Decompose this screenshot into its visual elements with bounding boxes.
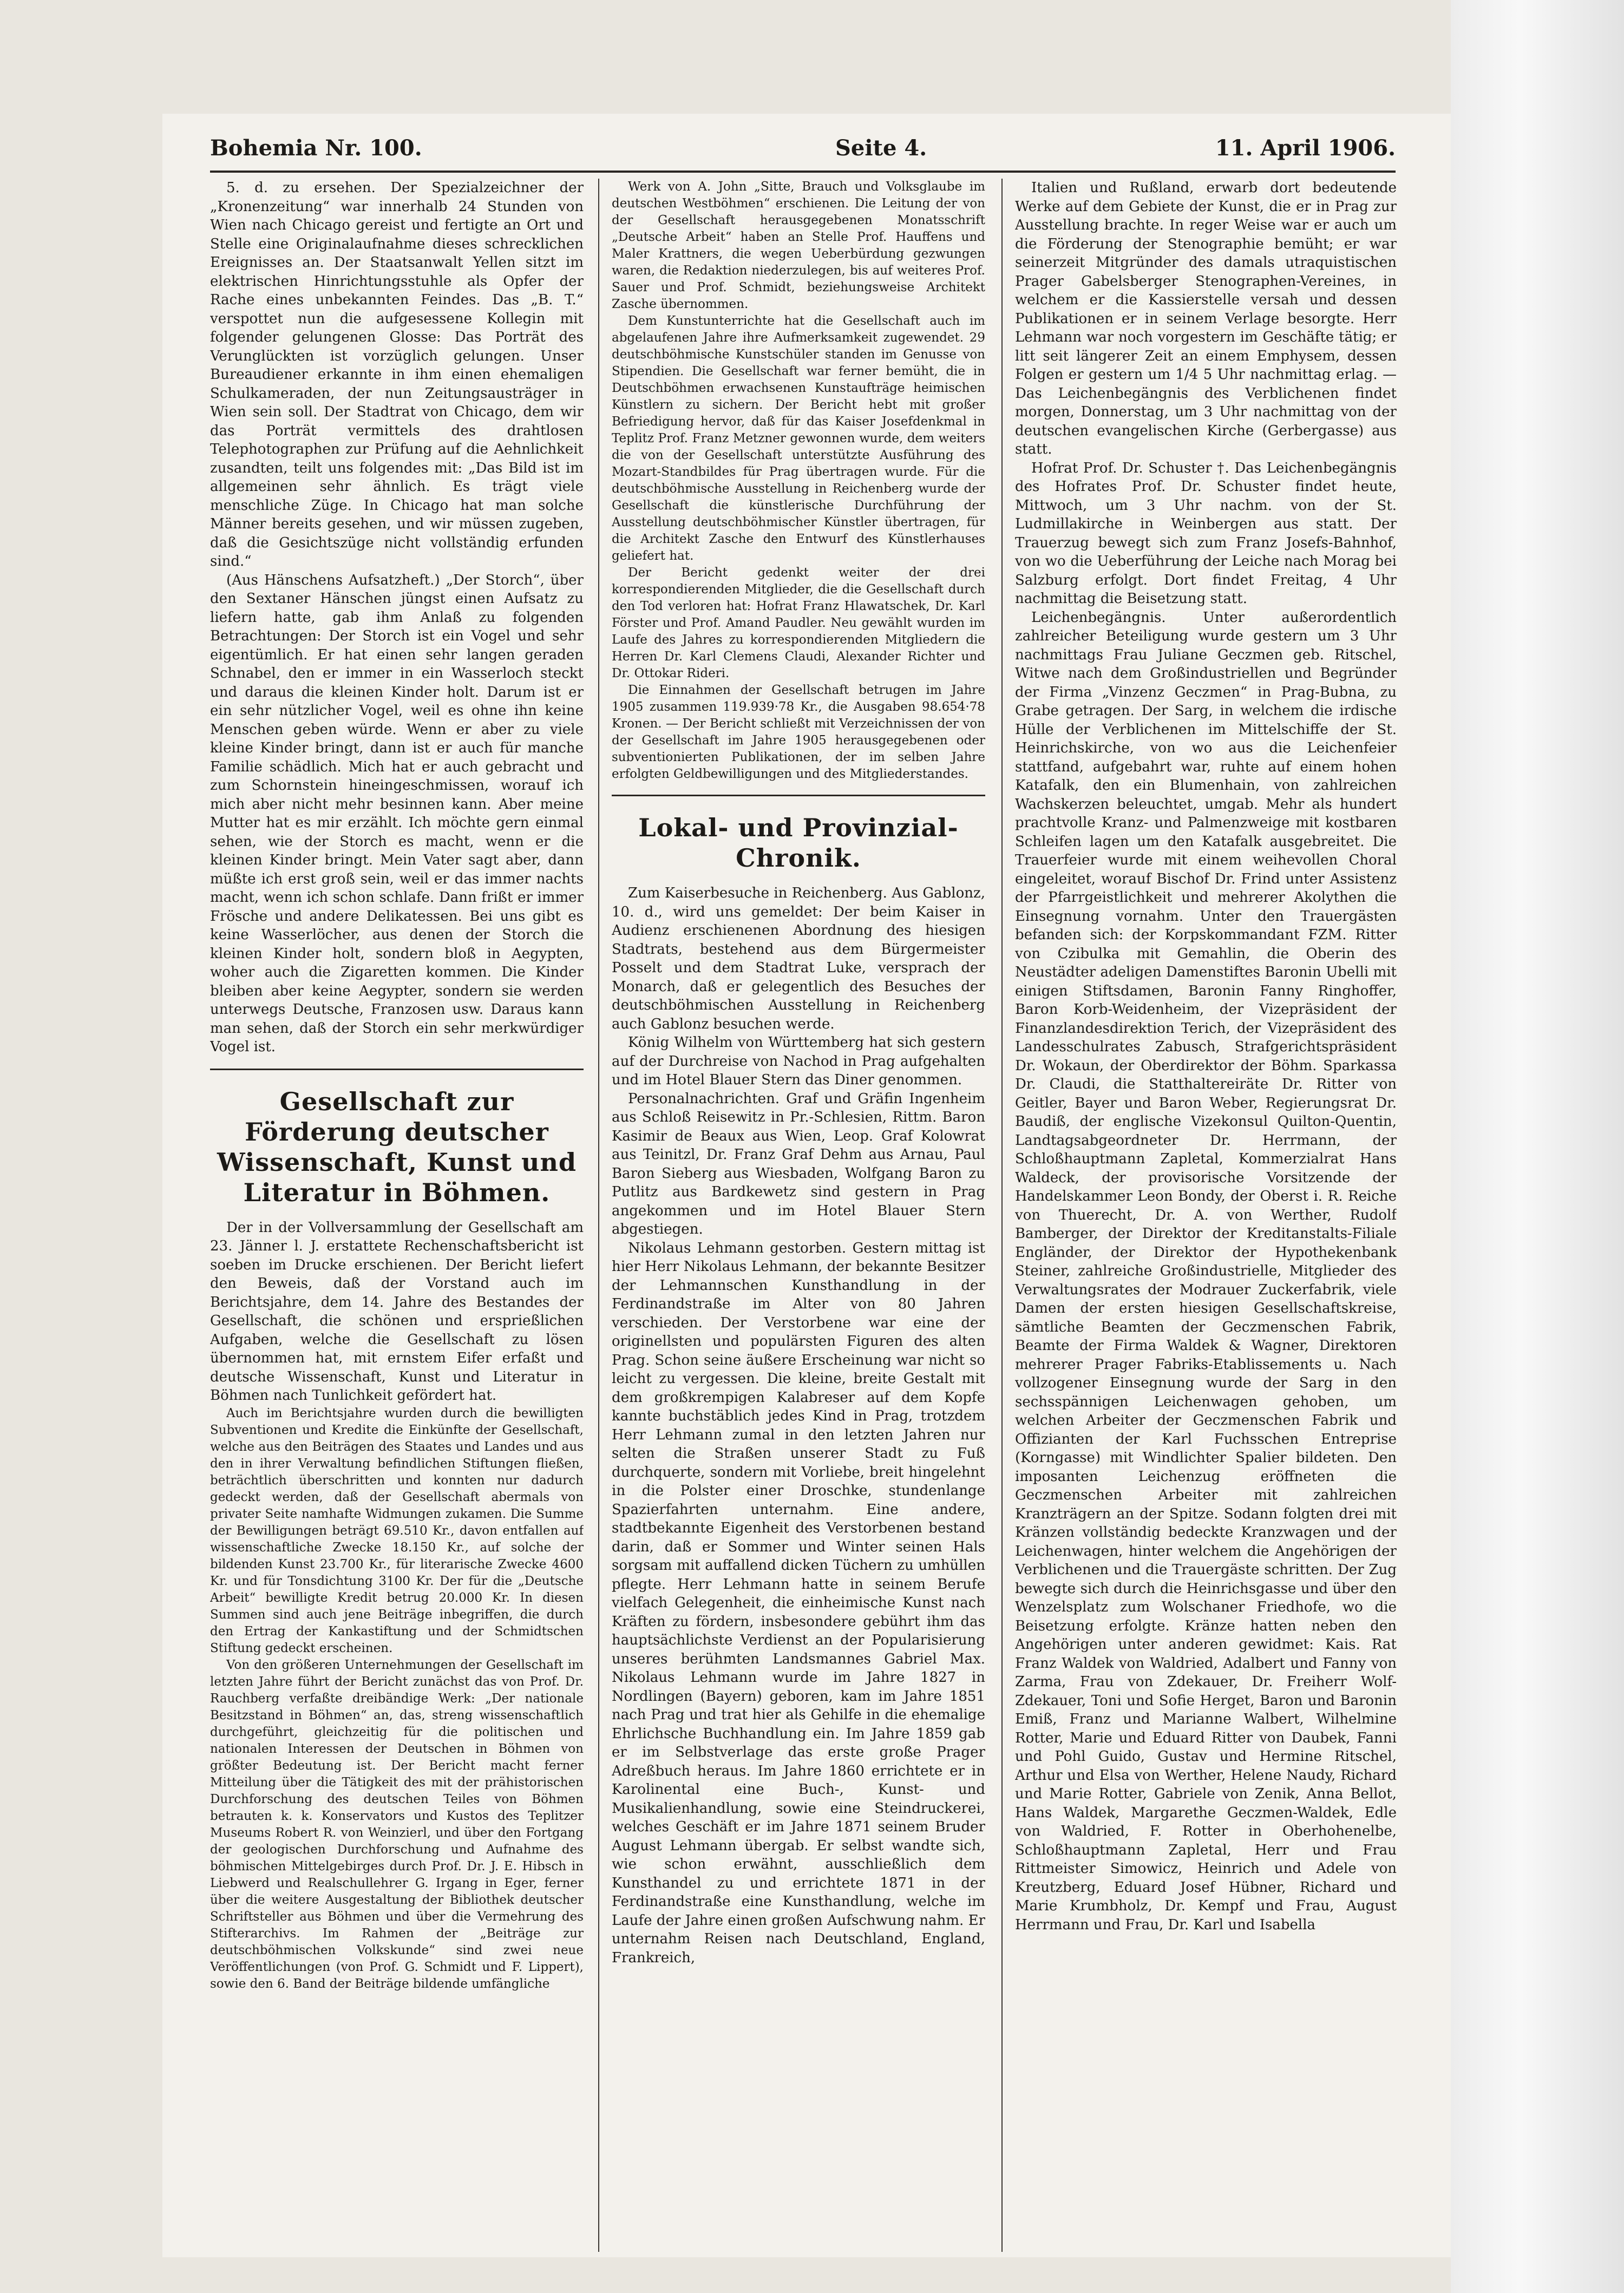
article-paragraph: Italien und Rußland, erwarb dort bedeutende Werke auf dem Gebiete der Kunst, die er in Prag zur Ausstellung brachte. In reger Weise war er auch um die Förderung der Stenographie bemüht; er war seinerzeit Mitgründer des damals utraquistischen Prager Gabelsberger Stenographen-Vereines, in welchem er die Kassierstelle versah und dessen Publikationen er in seinem Verlage besorgte. Herr Lehmann war noch vorgestern im Geschäfte tätig; er litt seit längerer Zeit an einem Emphysem, dessen Folgen er gestern um 1/4 5 Uhr nachmittag erlag. — Das Leichenbegängnis des Verblichenen findet morgen, Donnerstag, um 3 Uhr nachmittag von der deutschen evangelischen Kirche (Gerbergasse) aus statt. (1015, 180, 1397, 457)
article-paragraph: Von den größeren Unternehmungen der Gesellschaft im letzten Jahre führt der Bericht zunächst das von Prof. Dr. Rauchberg verfaßte dreibändige Werk: „Der nationale Besitzstand in Böhmen“ an, das, streng wissenschaftlich durchgeführt, gleichzeitig für die politischen und nationalen Interessen der Deutschen in Böhmen von größter Bedeutung ist. Der Bericht macht ferner Mitteilung über die Tätigkeit des mit der prähistorischen Durchforschung des deutschen Teiles von Böhmen betrauten k. k. Konservators und Kustos des Teplitzer Museums Robert R. von Weinzierl, und über den Fortgang der geologischen Durchforschung und Aufnahme des böhmischen Mittelgebirges durch Prof. Dr. J. E. Hibsch in Liebwerd und Realschullehrer G. Irgang in Eger, ferner über die weitere Ausgestaltung der Bibliothek deutscher Schriftsteller aus Böhmen und über die Vermehrung des Stifterarchivs. Im Rahmen der „Beiträge zur deutschböhmischen Volkskunde“ sind zwei neue Veröffentlichungen (von Prof. G. Schmidt und F. Lippert), sowie den 6. Band der Beiträge bildende umfängliche (210, 1657, 584, 1991)
section-rule (210, 1069, 584, 1070)
news-item: Leichenbegängnis. Unter außerordentlich zahlreicher Beteiligung wurde gestern um 3 Uhr nachmittags Frau Juliane Geczmen geb. Ritschel, Witwe nach dem Großindustriellen und Begründer der Firma „Vinzenz Geczmen“ in Prag-Bubna, zu Grabe getragen. Der Sarg, in welchem die irdische Hülle der Verblichenen im Mittelschiffe der St. Heinrichskirche, von wo aus die Leichenfeier stattfand, aufgebahrt war, ruhte auf einem hohen Katafalk, den ein Blumenhain, von zahlreichen Wachskerzen beleuchtet, umgab. Mehr als hundert prachtvolle Kranz- und Palmenzweige mit kostbaren Schleifen lagen um den Katafalk ausgebreitet. Die Trauerfeier wurde mit einem weihevollen Choral eingeleitet, worauf Bischof Dr. Frind unter Assistenz der Pfarrgeistlichkeit und mehrerer Akolythen die Einsegnung vornahm. Unter den Trauergästen befanden sich: der Korpskommandant FZM. Ritter von Czibulka mit Gemahlin, die Oberin des Neustädter adeligen Damenstiftes Baronin Ubelli mit einigen Stiftsdamen, Baronin Fanny Ringhoffer, Baron Korb-Weidenheim, der Vizepräsident der Finanzlandesdirektion Terich, der Vizepräsident des Landesschulrates Zabusch, Strafgerichtspräsident Dr. Wokaun, der Oberdirektor der Böhm. Sparkassa Dr. Claudi, die Statthaltereiräte Dr. Ritter von Geitler, Bayer und Baron Weber, Regierungsrat Dr. Baudiß, der englische Vizekonsul Quilton-Quentin, Landtagsabgeordneter Dr. Herrmann, der Schloßhauptmann Zapletal, Kommerzialrat Hans Waldeck, der provisorische Vorsitzende der Handelskammer Leon Bondy, der Oberst i. R. Reiche von Thuerecht, Dr. A. von Werther, Rudolf Bamberger, der Direktor der Kreditanstalts-Filiale Engländer, der Direktor der Hypothekenbank Steiner, zahlreiche Großindustrielle, Mitglieder des Verwaltungsrates der Modrauer Zuckerfabrik, viele Damen der ersten hiesigen Gesellschaftskreise, sämtliche Beamten der Geczmenschen Fabrik, Beamte der Firma Waldek & Wagner, Direktoren mehrerer Prager Fabriks-Etablissements u. Nach vollzogener Einsegnung wurde der Sarg in den sechsspännigen Leichenwagen gehoben, um welchen Arbeiter der Geczmenschen Fabrik und Offizianten der Karl Fuchsschen Entreprise (Korngasse) mit Windlichter Spalier bildeten. Den imposanten Leichenzug eröffneten die Geczmenschen Arbeiter mit zahlreichen Kranzträgern an der Spitze. Sodann folgten drei mit Kränzen vollständig bedeckte Kranzwagen und der Leichenwagen, hinter welchem die Angehörigen der Verblichenen und die Trauergäste schritten. Der Zug bewegte sich durch die Heinrichsgasse und über den Wenzelsplatz zum Wolschaner Friedhofe, wo die Beisetzung erfolgte. Kränze hatten neben den Angehörigen unter anderen gewidmet: Kais. Rat Franz Waldek von Waldried, Adalbert und Fanny von Zarma, Frau von Zdekauer, Dr. Freiherr Wolf-Zdekauer, Toni und Sofie Herget, Baron und Baronin Emiß, Franz und Marianne Walbert, Wilhelmine Rotter, Marie und Eduard Ritter von Daubek, Fanni und Pohl Guido, Gustav und Hermine Ritschel, Arthur und Elsa von Werther, Helene Naudy, Richard und Marie Rotter, Gabriele von Zenik, Anna Bellot, Hans Waldek, Margarethe Geczmen-Waldek, Edle von Waldried, F. Rotter in Oberhohenelbe, Schloßhauptmann Zapletal, Herr und Frau Rittmeister Simowicz, Heinrich und Adele von Kreutzberg, Eduard Josef Hübner, Richard und Marie Krumbholz, Dr. Kempf und Frau, August Herrmann und Frau, Dr. Karl und Isabella (1015, 609, 1397, 1933)
section-heading: Lokal- und Provinzial-Chronik. (638, 813, 959, 873)
column-1 (210, 179, 584, 2252)
issue-date: 11. April 1906. (1215, 135, 1396, 161)
article-paragraph: Auch im Berichtsjahre wurden durch die bewilligten Subventionen und Kredite die Einkünfte der Gesellschaft, welche aus den Beiträgen des Staates und Landes und aus den in ihrer Verwaltung befindlichen Stiftungen fließen, beträchtlich überschritten und konnten nur dadurch gedeckt werden, daß der Gesellschaft abermals von privater Seite namhafte Widmungen zukamen. Die Summe der Bewilligungen beträgt 69.510 Kr., davon entfallen auf wissenschaftliche Zwecke 18.150 Kr., auf solche der bildenden Kunst 23.700 Kr., für literarische Zwecke 4600 Kr. und für Tonsdichtung 3100 Kr. Der für die „Deutsche Arbeit“ bewilligte Kredit betrug 20.000 Kr. In diesen Summen sind auch jene Beiträge inbegriffen, die durch den Ertrag der Kankastiftung und der Schmidtschen Stiftung gedeckt erscheinen. (210, 1406, 584, 1655)
article-paragraph: Werk von A. John „Sitte, Brauch und Volksglaube im deutschen Westböhmen“ erschienen. Die Leitung der von der Gesellschaft herausgegebenen Monatsschrift „Deutsche Arbeit“ haben an Stelle Prof. Hauffens und Maler Krattners, die wegen Ueberbürdung gezwungen waren, die Redaktion niederzulegen, bis auf weiteres Prof. Sauer und Prof. Schmidt, beziehungsweise Architekt Zasche übernommen. (612, 180, 985, 311)
article-paragraph: Die Einnahmen der Gesellschaft betrugen im Jahre 1905 zusammen 119.939·78 Kr., die Ausgaben 98.654·78 Kronen. — Der Bericht schließt mit Verzeichnissen der von der Gesellschaft im Jahre 1905 herausgegebenen oder subventionierten Publikationen, der im selben Jahre erfolgten Geldbewilligungen und des Mitgliederstandes. (612, 683, 985, 781)
section-rule (612, 795, 985, 796)
column-divider (598, 179, 599, 2252)
news-item: Hofrat Prof. Dr. Schuster †. Das Leichenbegängnis des Hofrates Prof. Dr. Schuster findet heute, Mittwoch, um 3 Uhr nachm. von der St. Ludmillakirche in Weinbergen aus statt. Der Trauerzug bewegt sich zum Franz Josefs-Bahnhof, von wo die Ueberführung der Leiche nach Morag bei Salzburg erfolgt. Dort findet Freitag, 4 Uhr nachmittag die Beisetzung statt. (1015, 460, 1397, 607)
masthead-title: Bohemia Nr. 100. (210, 135, 422, 161)
news-item: König Wilhelm von Württemberg hat sich gestern auf der Durchreise von Nachod in Prag aufgehalten und im Hotel Blauer Stern das Diner genommen. (612, 1034, 985, 1088)
header-rule (210, 171, 1396, 173)
article-paragraph: Der Bericht gedenkt weiter der drei korrespondierenden Mitglieder, die die Gesellschaft durch den Tod verloren hat: Hofrat Franz Hlawatschek, Dr. Karl Förster und Prof. Amand Paudler. Neu gewählt wurden im Laufe des Jahres zu korrespondierenden Mitgliedern die Herren Dr. Karl Clemens Claudi, Alexander Richter und Dr. Ottokar Rideri. (612, 566, 985, 680)
news-item: Personalnachrichten. Graf und Gräfin Ingenheim aus Schloß Reisewitz in Pr.-Schlesien, Rittm. Baron Kasimir de Beaux aus Wien, Leop. Graf Kolowrat aus Teinitzl, Dr. Franz Graf Dehm aus Arnau, Paul Baron Sieberg aus Wiesbaden, Wolfgang Baron zu Putlitz aus Bardkewetz sind gestern in Prag angekommen und im Hotel Blauer Stern abgestiegen. (612, 1090, 985, 1237)
column-2 (612, 179, 985, 2252)
article-paragraph: Dem Kunstunterrichte hat die Gesellschaft auch im abgelaufenen Jahre ihre Aufmerksamkeit zugewendet. 29 deutschböhmische Kunstschüler standen im Genusse von Stipendien. Die Gesellschaft war ferner bemüht, die in Deutschböhmen erwachsenen Kunstaufträge heimischen Künstlern zu sichern. Der Bericht hebt mit großer Befriedigung hervor, daß für das Kaiser Josefdenkmal in Teplitz Prof. Franz Metzner gewonnen wurde, dem weiters die von der Gesellschaft unterstützte Ausführung des Mozart-Standbildes für Prag übertragen wurde. Für die deutschböhmische Ausstellung in Reichenberg wurde der Gesellschaft die künstlerische Durchführung der Ausstellung deutschböhmischer Künstler übertragen, für die Architekt Zasche den Entwurf des Künstlerhauses geliefert hat. (612, 314, 985, 563)
article-paragraph: (Aus Hänschens Aufsatzheft.) „Der Storch“, über den Sextaner Hänschen jüngst einen Aufsatz zu liefern hatte, gab ihm Anlaß zu folgenden Betrachtungen: Der Storch ist ein Vogel und sehr eigentümlich. Er hat einen sehr langen geraden Schnabel, den er immer in ein Wasserloch steckt und daraus die kleinen Kinder holt. Darum ist er ein sehr nützlicher Vogel, weil es ohne ihn keine Menschen geben würde. Wenn er aber zu viele kleine Kinder bringt, dann ist er auch für manche Familie schädlich. Mich hat er auch gebracht und zum Schornstein hineingeschmissen, worauf ich mich aber nicht mehr besinnen kann. Aber meine Mutter hat es mir erzählt. Ich möchte gern einmal sehen, wie der Storch es macht, wenn er die kleinen Kinder bringt. Mein Vater sagt aber, dann müßte ich erst groß sein, weil er das immer nachts macht, wenn ich schon schlafe. Dann frißt er immer Frösche und andere Delikatessen. Bei uns gibt es keine Wasserlöcher, aus denen der Storch die kleinen Kinder holt, sondern bloß in Aegypten, woher auch die Zigaretten kommen. Die Kinder bleiben aber keine Aegypter, sondern sie werden unterwegs Deutsche, Franzosen usw. Daraus kann man sehen, daß der Storch ein sehr merkwürdiger Vogel ist. (210, 572, 584, 1055)
article-paragraph: 5. d. zu ersehen. Der Spezialzeichner der „Kronenzeitung“ war innerhalb 24 Stunden von Wien nach Chicago gereist und fertigte an Ort und Stelle eine Originalaufnahme dieses schrecklichen Ereignisses an. Der Staatsanwalt Yellen sitzt im elektrischen Hinrichtungsstuhle als Opfer der Rache eines unbekannten Feindes. Das „B. T.“ verspottet nun die aufgesessene Kollegin mit folgender gelungenen Glosse: Das Porträt des Verunglückten ist vorzüglich gelungen. Unser Bureaudiener erkannte in ihm einen ehemaligen Schulkameraden, der nun Zeitungsausträger in Wien sein soll. Der Stadtrat von Chicago, dem wir das Porträt vermittels des drahtlosen Telephotographen zur Prüfung auf die Aehnlichkeit zusandten, teilt uns folgendes mit: „Das Bild ist im allgemeinen sehr ähnlich. Es trägt viele menschliche Züge. In Chicago hat man solche Männer bereits gesehen, und wir müssen zugeben, daß die Gesichtszüge nicht vollständig erfunden sind.“ (210, 180, 584, 569)
section-heading: Gesellschaft zur Förderung deutscher Wissenschaft, Kunst und Literatur in Böhmen. (217, 1086, 577, 1207)
column-divider (1001, 179, 1003, 2252)
page-header (210, 130, 1396, 168)
news-item: Nikolaus Lehmann gestorben. Gestern mittag ist hier Herr Nikolaus Lehmann, der bekannte Besitzer der Lehmannschen Kunsthandlung in der Ferdinandstraße im Alter von 80 Jahren verschieden. Der Verstorbene war eine der originellsten und populärsten Figuren des alten Prag. Schon seine äußere Erscheinung war nicht so leicht zu vergessen. Die kleine, breite Gestalt mit dem großkrempigen Kalabreser auf dem Kopfe kannte buchstäblich jedes Kind in Prag, trotzdem Herr Lehmann zumal in den letzten Jahren nur selten die Straßen unserer Stadt zu Fuß durchquerte, sondern mit Vorliebe, breit hingelehnt in die Polster einer Droschke, stundenlange Spazierfahrten unternahm. Eine andere, stadtbekannte Eigenheit des Verstorbenen bestand darin, daß er Sommer und Winter seinen Hals sorgsam mit auffallend dicken Tüchern zu umhüllen pflegte. Herr Lehmann hatte in seinem Berufe vielfach Gelegenheit, die einheimische Kunst nach Kräften zu fördern, insbesondere gebührt ihm das hauptsächlichste Verdienst an der Popularisierung unseres berühmten Landsmannes Gabriel Max. Nikolaus Lehmann wurde im Jahre 1827 in Nordlingen (Bayern) geboren, kam im Jahre 1851 nach Prag und trat hier als Gehilfe in die ehemalige Ehrlichsche Buchhandlung ein. Im Jahre 1859 gab er im Selbstverlage das erste große Prager Adreßbuch heraus. Im Jahre 1860 errichtete er in Karolinental eine Buch-, Kunst- und Musikalienhandlung, sowie eine Steindruckerei, welches Geschäft er im Jahre 1871 seinem Bruder August Lehmann übergab. Er selbst wandte sich, wie schon erwähnt, ausschließlich dem Kunsthandel zu und errichtete 1871 in der Ferdinandstraße eine Kunsthandlung, welche im Laufe der Jahre einen großen Aufschwung nahm. Er unternahm Reisen nach Deutschland, England, Frankreich, (612, 1240, 985, 1966)
binding-edge (1451, 0, 1624, 2293)
news-item: Zum Kaiserbesuche in Reichenberg. Aus Gablonz, 10. d., wird uns gemeldet: Der beim Kaiser in Audienz erschienenen Abordnung des hiesigen Stadtrats, bestehend aus dem Bürgermeister Posselt und dem Stadtrat Luke, versprach der Monarch, daß er gelegentlich des Besuches der deutschböhmischen Ausstellung in Reichenberg auch Gablonz besuchen werde. (612, 885, 985, 1032)
article-paragraph: Der in der Vollversammlung der Gesellschaft am 23. Jänner l. J. erstattete Rechenschaftsbericht ist soeben im Drucke erschienen. Der Bericht liefert den Beweis, daß der Vorstand auch im Berichtsjahre, dem 14. Jahre des Bestandes der Gesellschaft, die schönen und ersprießlichen Aufgaben, welche die Gesellschaft zu lösen übernommen hat, mit ernstem Eifer erfaßt und deutsche Wissenschaft, Kunst und Literatur in Böhmen nach Tunlichkeit gefördert hat. (210, 1219, 584, 1404)
page-number: Seite 4. (835, 135, 927, 161)
column-3 (1015, 179, 1397, 2252)
